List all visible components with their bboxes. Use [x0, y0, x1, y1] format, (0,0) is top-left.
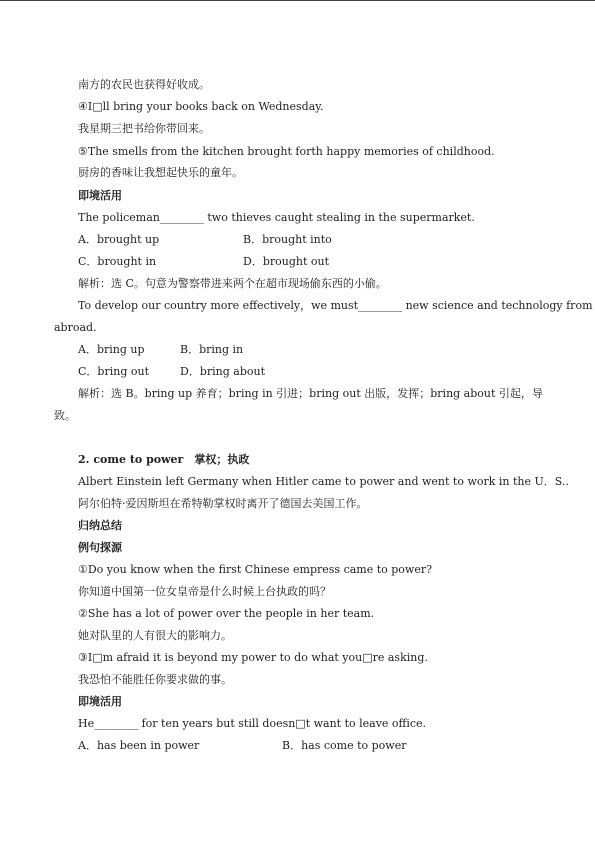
phrase-heading: 2. come to power 掌权；执政 [78, 453, 250, 466]
option-c: C．bring out [78, 365, 149, 378]
option-b: B．has come to power [282, 739, 407, 752]
option-a: A．brought up [78, 233, 160, 246]
translation-line: 我恐怕不能胜任你要求做的事。 [78, 673, 232, 686]
question-stem-continued: abroad. [54, 321, 97, 334]
text-line: 南方的农民也获得好收成。 [78, 78, 210, 91]
question-stem: He________ for ten years but still doesn□t want to leave office. [78, 717, 427, 730]
option-b: B．bring in [180, 343, 244, 356]
section-heading: 即境活用 [78, 695, 122, 708]
question-stem: The policeman________ two thieves caught stealing in the supermarket. [78, 211, 475, 224]
translation-line: 她对队里的人有很大的影响力。 [78, 629, 232, 642]
section-heading: 归纳总结 [78, 519, 122, 532]
question-stem: To develop our country more effectively，we must________ new science and technology from [78, 299, 593, 312]
example-sentence: ③I□m afraid it is beyond my power to do what you□re asking. [78, 651, 428, 664]
option-d: D．bring about [180, 365, 265, 378]
example-sentence: ①Do you know when the first Chinese empress came to power? [78, 563, 433, 576]
answer-explanation-continued: 致。 [54, 409, 76, 422]
option-a: A．has been in power [78, 739, 200, 752]
translation-line: 厨房的香味让我想起快乐的童年。 [78, 166, 243, 179]
translation-line: 我星期三把书给你带回来。 [78, 122, 210, 135]
option-c: C．brought in [78, 255, 157, 268]
option-a: A．bring up [78, 343, 145, 356]
translation-line: 你知道中国第一位女皇帝是什么时候上台执政的吗？ [78, 585, 331, 598]
answer-explanation: 解析：选 B。bring up 养育；bring in 引进；bring out 出版，发挥；bring about 引起，导 [78, 387, 543, 400]
section-heading: 即境活用 [78, 189, 122, 202]
example-sentence: Albert Einstein left Germany when Hitler came to power and went to work in the U．S.. [78, 475, 569, 488]
option-b: B．brought into [243, 233, 332, 246]
page-top-border [0, 0, 595, 1]
example-sentence: ②She has a lot of power over the people in her team. [78, 607, 375, 620]
option-d: D．brought out [243, 255, 329, 268]
example-sentence: ⑤The smells from the kitchen brought forth happy memories of childhood. [78, 145, 495, 158]
answer-explanation: 解析：选 C。句意为警察带进来两个在超市现场偷东西的小偷。 [78, 277, 387, 290]
translation-line: 阿尔伯特·爱因斯坦在希特勒掌权时离开了德国去美国工作。 [78, 497, 368, 510]
section-heading: 例句探源 [78, 541, 122, 554]
example-sentence: ④I□ll bring your books back on Wednesday. [78, 100, 324, 113]
